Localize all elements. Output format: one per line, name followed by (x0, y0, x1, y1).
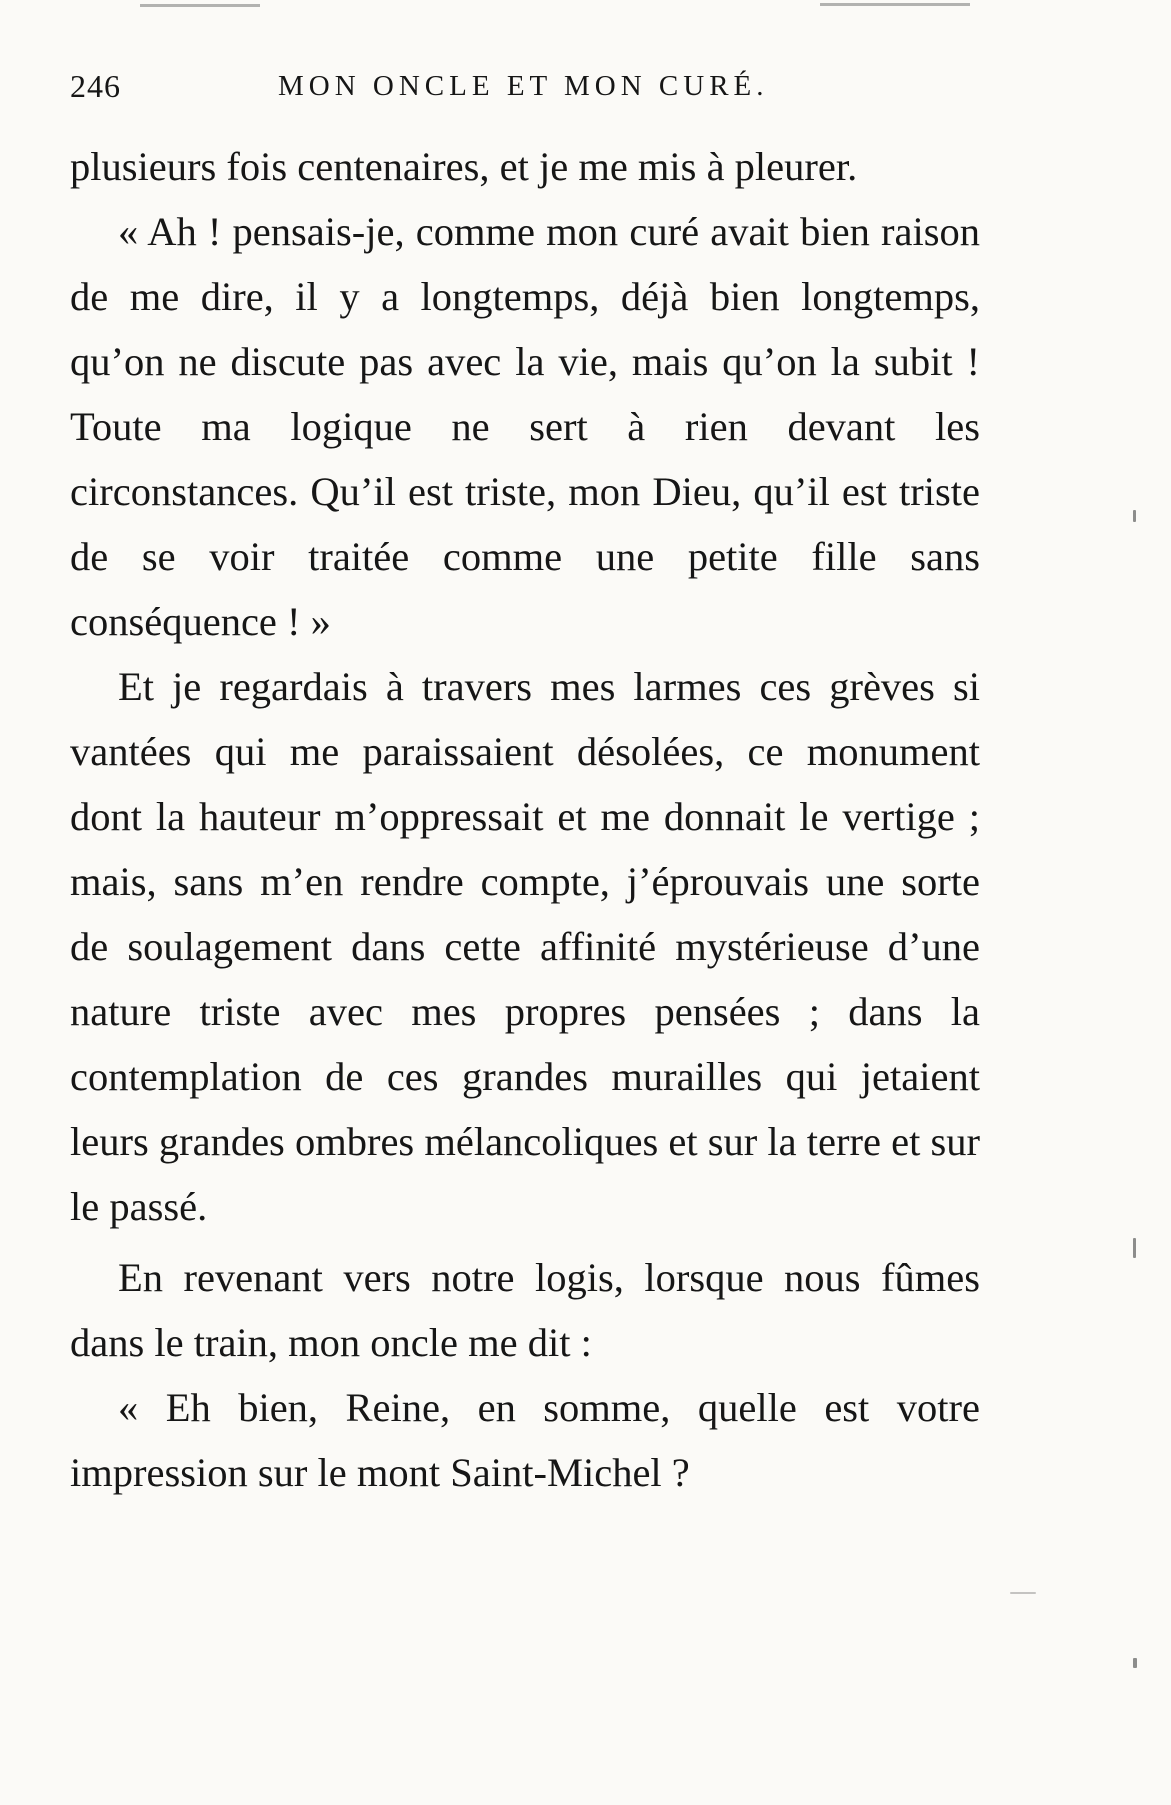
paragraph-continuation: plusieurs fois centenaires, et je me mis à pleurer. (70, 144, 858, 189)
page-number: 246 (70, 68, 121, 104)
margin-speck (1010, 1592, 1036, 1594)
paragraph-landscape: Et je regardais à travers mes larmes ces grèves si vantées qui me paraissaient désolées, ce monument dont la hauteur m’oppressait et me donnait le vertige ; mais, sans m’en rendre compte, j’éprouvais une sorte de soulagement dans cette affinité mystérieuse d’une nature triste avec mes propres pensées ; dans la contemplation de ces grandes murailles qui jetaient leurs grandes ombres mélancoliques et sur la terre et sur le passé. (70, 664, 980, 1229)
running-title: MON ONCLE ET MON CURÉ. (278, 70, 769, 102)
margin-speck (1133, 1238, 1136, 1258)
paragraph-question: « Eh bien, Reine, en somme, quelle est votre impression sur le mont Saint-Michel ? (70, 1385, 980, 1495)
paragraph-reflection: « Ah ! pensais-je, comme mon curé avait bien raison de me dire, il y a longtemps, déjà bien longtemps, qu’on ne discute pas avec la vie, mais qu’on la subit ! Toute ma logique ne sert à rien devant les circonstances. Qu’il est triste, mon Dieu, qu’il est triste de se voir traitée comme une petite fille sans conséquence ! » (70, 209, 980, 644)
paragraph-return: En revenant vers notre logis, lorsque nous fûmes dans le train, mon oncle me dit : (70, 1255, 980, 1365)
page-header (70, 68, 980, 108)
scan-artifact-top-left (140, 4, 260, 7)
margin-speck (1133, 510, 1136, 522)
body-text (70, 134, 980, 1505)
margin-speck (1133, 1658, 1137, 1668)
scan-artifact-top-right (820, 3, 970, 6)
